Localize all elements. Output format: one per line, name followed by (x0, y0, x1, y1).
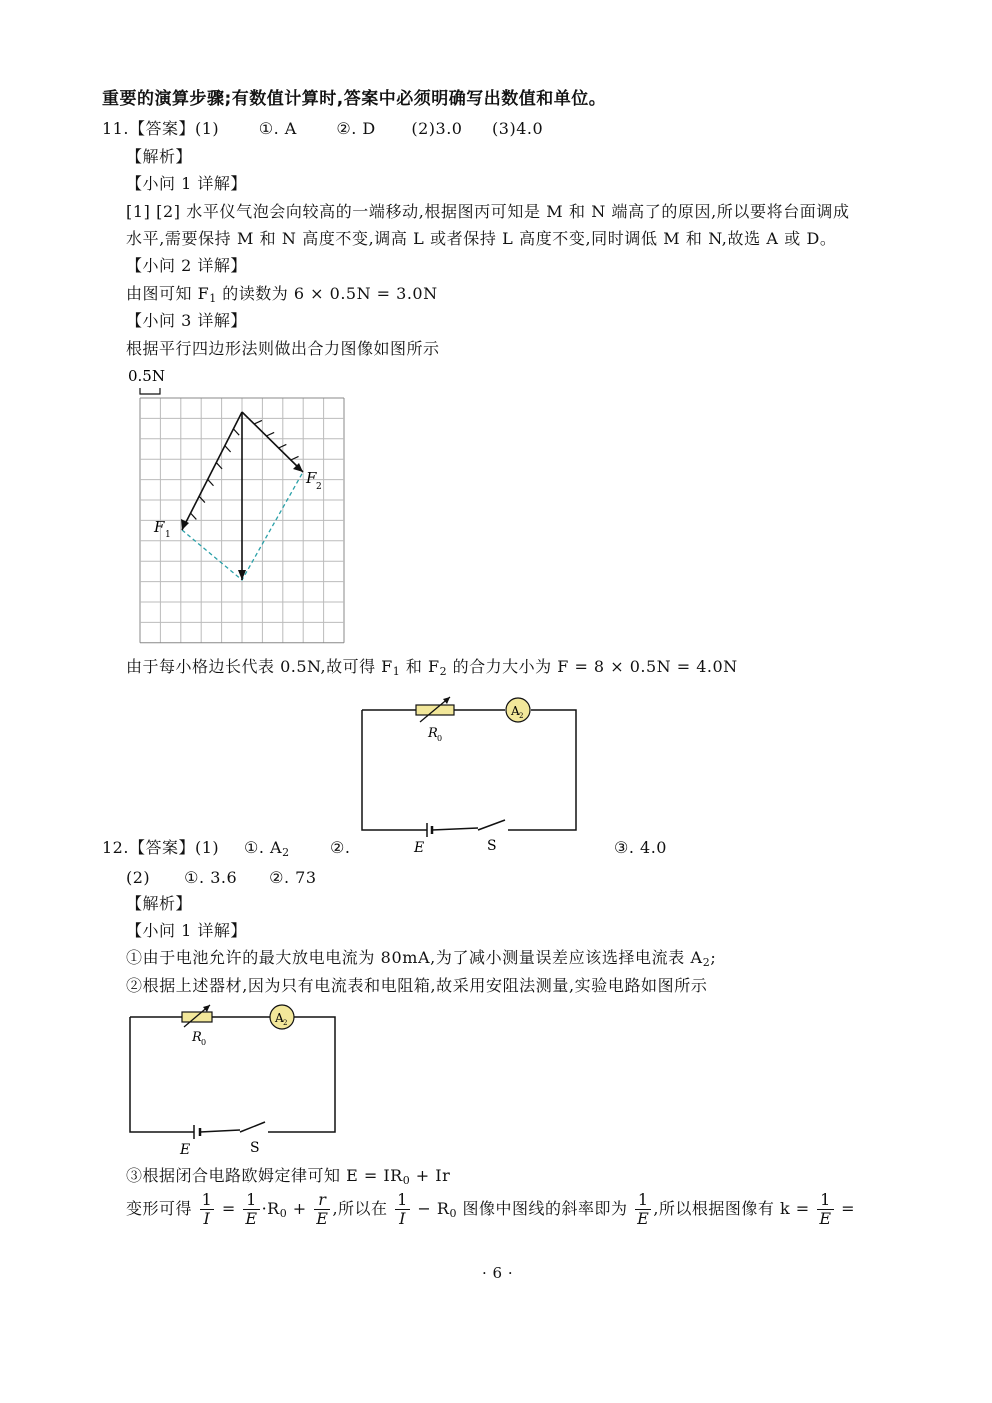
q12-line3-end: + Ir (410, 1166, 451, 1185)
ammeter2-label-sub: 2 (283, 1019, 288, 1027)
r0-label-sub: 0 (437, 734, 443, 743)
q12-answer-line1 (102, 837, 219, 859)
ammeter-label: A (511, 704, 520, 718)
q12-a2-1: ①. 3.6 (184, 868, 238, 887)
q11-part2-line1 (126, 283, 438, 310)
vector-tick (208, 479, 214, 485)
q11-part2-sub: 1 (209, 292, 217, 305)
q12-answer-part2: (2) (126, 868, 151, 887)
emf-label: E (414, 840, 425, 856)
circuit-wires (362, 710, 576, 830)
q11-answer-2: ②. D (336, 119, 376, 138)
frac-1-over-e: $\frac{1}{E}$ (245, 1190, 258, 1228)
q12-line4: 变形可得 $\frac{1}{I}$ = $\frac{1}{E}$ $\cdot R_0$ + $\frac{r}{E}$ ,所以在 $\frac{1}{I}$ − $R_0$ 图像中图线的斜率即为 $\frac{1}{E}$ ,所以根据图像有 k = $\frac{1}{E}$ = (126, 1190, 855, 1228)
q12-line4-g: ,所以根据图像有 k = (653, 1199, 810, 1218)
q11-part1-line2: 水平,需要保持 M 和 N 高度不变,调高 L 或者保持 L 高度不变,同时调低 M 和 N,故选 A 或 D。 (126, 229, 837, 248)
q12-answer-tag: 【答案】 (128, 838, 195, 857)
q11-part3-sub2: 2 (439, 665, 448, 678)
r0-label: R (428, 726, 438, 741)
vector-tick (225, 446, 231, 452)
q12-line1-sub: 2 (702, 956, 711, 969)
q12-line4-c: + (287, 1199, 313, 1218)
f2-vector (242, 412, 303, 472)
grid-scale-bracket (140, 388, 160, 394)
q12-line1-end: ; (710, 948, 717, 967)
switch-label: S (487, 838, 497, 854)
q11-analysis-tag: 【解析】 (126, 147, 193, 166)
frac-1-over-i: $\frac{1}{I}$ (201, 1190, 213, 1228)
r0-label-2: R (192, 1030, 202, 1045)
resultant-arrowhead (238, 570, 246, 580)
q12-line4-e: − R (411, 1199, 450, 1218)
ammeter2-label: A (275, 1011, 284, 1025)
f1-label: F (154, 518, 165, 536)
switch-label-2: S (250, 1140, 260, 1156)
ammeter-label-sub: 2 (519, 712, 524, 720)
q11-answer-tag: 【答案】 (128, 119, 195, 138)
q12-line3-text: ③根据闭合电路欧姆定律可知 E = IR (126, 1166, 403, 1185)
vector-tick (191, 513, 197, 519)
frac-1-over-e-3: $\frac{1}{E}$ (819, 1190, 832, 1228)
frac-r-over-e: $\frac{r}{E}$ (316, 1190, 329, 1228)
f2-label-sub: 2 (316, 482, 322, 492)
q11-part3-text-b: 和 F (400, 657, 440, 676)
grid-scale-label: 0.5N (128, 367, 165, 385)
force-diagram (120, 362, 360, 652)
intro-line: 重要的演算步骤;有数值计算时,答案中必须明确写出数值和单位。 (102, 89, 607, 109)
f1-tick-marks (191, 429, 240, 520)
q11-part3-tag: 【小问 3 详解】 (126, 311, 247, 330)
q12-line4-h: = (841, 1199, 855, 1218)
vector-tick (199, 496, 205, 502)
q12-line2: ②根据上述器材,因为只有电流表和电阻箱,故采用安阻法测量,实验电路如图所示 (126, 976, 708, 995)
f2-label: F (306, 469, 317, 487)
q11-part3-sub1: 1 (392, 665, 401, 678)
q12-answer-part1: (1) (194, 838, 220, 857)
q11-answer-4: (3)4.0 (492, 119, 544, 138)
q11-part3-line2 (126, 656, 738, 683)
vector-tick (254, 420, 262, 424)
q12-answer-1-3: ③. 4.0 (614, 838, 667, 857)
circuit-diagram-analysis (120, 1000, 350, 1160)
q11-answer-1: ①. A (258, 119, 297, 138)
f1-label-sub: 1 (165, 530, 171, 540)
q11-part3-text-c: 的合力大小为 F = 8 × 0.5N = 4.0N (447, 657, 738, 676)
rheostat-arrow-head (443, 697, 450, 704)
page-number: · 6 · (482, 1264, 514, 1282)
q12-line4-d: ,所以在 (332, 1199, 388, 1218)
circuit-diagram-answer (350, 694, 590, 864)
q12-part1-tag: 【小问 1 详解】 (126, 921, 247, 940)
f2-tick-marks (254, 420, 298, 460)
q11-part2-tag: 【小问 2 详解】 (126, 256, 247, 275)
emf-label-2: E (180, 1142, 191, 1158)
q12-number: 12. (102, 838, 129, 857)
q11-part3-text-a: 由于每小格边长代表 0.5N,故可得 F (126, 657, 393, 676)
q11-answer-part1: (1) (194, 119, 220, 138)
switch2-s (240, 1122, 265, 1132)
q12-line1-text: ①由于电池允许的最大放电电流为 80mA,为了减小测量误差应该选择电流表 A (126, 948, 703, 967)
q12-line1 (126, 947, 716, 974)
q11-part1-tag: 【小问 1 详解】 (126, 174, 247, 193)
r0-label-2-sub: 0 (201, 1038, 207, 1047)
q11-number: 11. (102, 119, 129, 138)
q11-part1-line1: [1] [2] 水平仪气泡会向较高的一端移动,根据图丙可知是 M 和 N 端高了的原因,所以要将台面调成 (126, 202, 850, 221)
q11-part2-text-b: 的读数为 6 × 0.5N = 3.0N (216, 284, 438, 303)
f1-vector (182, 412, 242, 530)
rheostat2-r0 (182, 1012, 212, 1022)
rheostat2-arrow-head (203, 1005, 210, 1012)
q12-a1-1-text: ①. A (244, 838, 283, 857)
q12-line4-b: ·R (261, 1199, 280, 1218)
q12-answer-1-2: ②. (330, 838, 351, 857)
q11-answer-3: (2)3.0 (411, 119, 463, 138)
q12-line3 (126, 1165, 450, 1192)
q12-a2-2: ②. 73 (269, 868, 317, 887)
q12-answer-line2 (126, 867, 317, 889)
circuit2-wires (130, 1017, 335, 1132)
q12-line3-sub: 0 (402, 1174, 411, 1187)
frac-1-over-e-2: $\frac{1}{E}$ (637, 1190, 650, 1228)
q12-a1-1-sub: 2 (282, 846, 290, 859)
q12-line4-a: 变形可得 (126, 1199, 193, 1218)
q11-part3-line1: 根据平行四边形法则做出合力图像如图所示 (126, 339, 440, 358)
q12-line4-f: 图像中图线的斜率即为 (456, 1199, 628, 1218)
q11-part2-text-a: 由图可知 F (126, 284, 210, 303)
vector-tick (266, 432, 274, 436)
q11-answer-line (102, 118, 543, 140)
q12-analysis-tag: 【解析】 (126, 894, 193, 913)
vector-tick (233, 429, 239, 435)
switch-s (478, 820, 505, 830)
q12-answer-1-1 (244, 837, 290, 864)
frac-1-over-i-2: $\frac{1}{I}$ (397, 1190, 408, 1228)
